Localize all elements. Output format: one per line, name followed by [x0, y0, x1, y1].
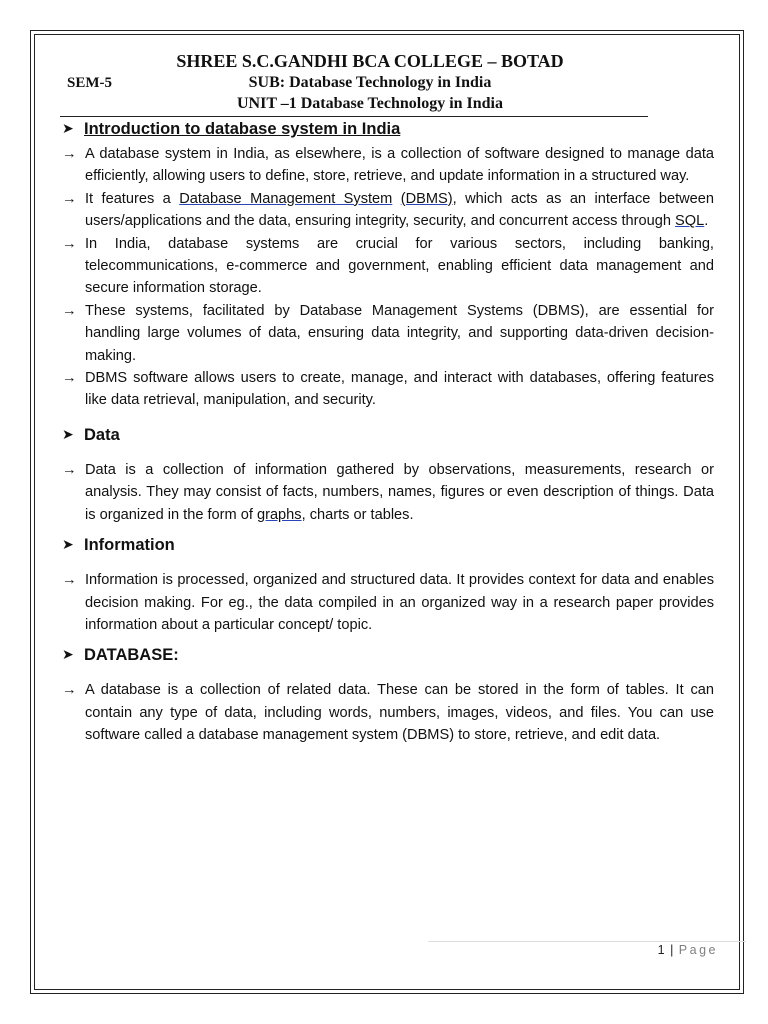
section-heading-database: [62, 646, 714, 665]
paragraph-text: .: [704, 213, 709, 230]
paragraph-text: [392, 191, 400, 207]
section-heading-text: Information: [84, 536, 175, 555]
page-footer: [658, 943, 718, 957]
section-heading-intro: [62, 120, 714, 139]
header-rule: [60, 116, 648, 117]
section-heading-text: Data: [84, 425, 120, 444]
list-item: [62, 300, 714, 367]
unit-title: UNIT –1 Database Technology in India: [237, 95, 503, 112]
list-item: [62, 679, 714, 746]
section-heading-information: [62, 536, 714, 555]
list-item: [62, 367, 714, 412]
page-separator: |: [670, 943, 674, 957]
arrowhead-bullet-icon: ➤: [62, 536, 74, 553]
right-arrow-icon: →: [62, 146, 77, 162]
paragraph-text: DBMS software allows users to create, manage, and interact with databases, offering features like data retrieval, manipulation, and security.: [85, 370, 714, 409]
footer-rule: [428, 941, 746, 942]
right-arrow-icon: →: [62, 370, 77, 387]
page-label: Page: [678, 943, 718, 957]
paragraph-text: Data is a collection of information gathered by observations, measurements, research or analysis. They may consist of facts, numbers, names, figures or even description of things. Data is organized in the form of: [85, 461, 714, 523]
paragraph-text: It features a: [85, 190, 180, 207]
arrowhead-bullet-icon: ➤: [62, 120, 74, 136]
paragraph-text: , which acts as an interface between users/applications and the data, ensuring integrity, security, and concurrent access through: [85, 190, 715, 230]
right-arrow-icon: →: [62, 235, 77, 252]
paragraph-text: In India, database systems are crucial for various sectors, including banking, telecommunications, e-commerce and government, enabling efficient data management and secure information storage.: [85, 235, 714, 297]
paragraph-text: A database is a collection of related data. These can be stored in the form of tables. It can contain any type of data, including words, numbers, images, videos, and files. You can use software called a database management system (DBMS) to store, retrieve, and edit data.: [85, 682, 714, 744]
right-arrow-icon: →: [62, 302, 77, 319]
document-body: [62, 120, 714, 747]
page-number: 1: [657, 943, 665, 957]
college-name: SHREE S.C.GANDHI BCA COLLEGE – BOTAD: [176, 51, 564, 71]
section-heading-data: [62, 426, 714, 445]
graphs-link[interactable]: graphs: [256, 506, 302, 523]
paragraph-text: These systems, facilitated by Database Management Systems (DBMS), are essential for handling large volumes of data, ensuring data integrity, and supporting data-driven decision- making.: [85, 302, 714, 364]
paragraph-text: , charts or tables.: [301, 506, 414, 523]
arrowhead-bullet-icon: ➤: [62, 425, 74, 442]
list-item: [62, 233, 714, 300]
right-arrow-icon: →: [62, 682, 77, 699]
list-item: [62, 459, 714, 526]
paragraph-text: Information is processed, organized and structured data. It provides context for data and enables decision making. For eg., the data compiled in an organized way in a research paper provides information about a particular concept/ topic.: [85, 572, 714, 633]
list-item: [62, 143, 714, 188]
right-arrow-icon: →: [62, 190, 77, 207]
semester-label: SEM-5: [67, 75, 112, 91]
paragraph-text: A database system in India, as elsewhere, is a collection of software designed to manage data efficiently, allowing users to define, store, retrieve, and update information in a structured way.: [85, 146, 714, 185]
right-arrow-icon: →: [62, 461, 77, 478]
section-heading-text: Introduction to database system in India: [84, 120, 401, 138]
arrowhead-bullet-icon: ➤: [62, 646, 74, 663]
dbms-link[interactable]: Database Management System: [179, 190, 393, 207]
right-arrow-icon: →: [62, 572, 77, 589]
section-heading-text: DATABASE:: [84, 646, 179, 665]
list-item: [62, 569, 714, 636]
subject-title: SUB: Database Technology in India: [248, 74, 492, 91]
list-item: [62, 188, 714, 233]
sql-link[interactable]: SQL: [675, 213, 705, 230]
dbms-abbr-link[interactable]: (DBMS): [400, 190, 453, 207]
